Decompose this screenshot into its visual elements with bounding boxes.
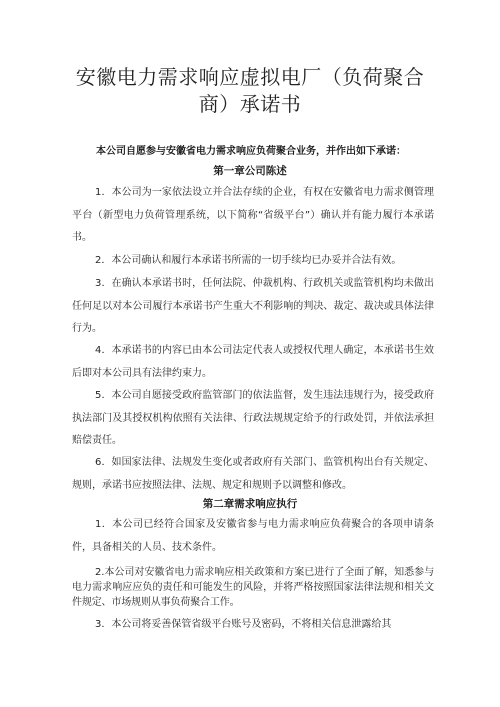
chapter-2-item-1: 1．本公司已经符合国家及安徽省参与电力需求响应负荷聚合的各项申请条件，具备相关的人员、技术条件。 [72, 519, 434, 553]
chapter-1-item-2: 2．本公司确认和履行本承诺书所需的一切手续均已办妥并合法有效。 [95, 255, 402, 266]
intro-statement: 本公司自愿参与安徽省电力需求响应负荷聚合业务，并作出如下承诺： [96, 146, 406, 157]
document-title [40, 64, 460, 118]
chapter-1-item-5: 5．本公司自愿接受政府监管部门的依法监督，发生违法违规行为，接受政府执法部门及其授权机构依照有关法律、行政法规规定给予的行政处罚，并依法承担赔偿责任。 [72, 390, 434, 446]
chapter-2-item-3: 3．本公司将妥善保管省级平台账号及密码，不将相关信息泄露给其 [95, 619, 392, 630]
chapter-1-item-3: 3．在确认本承诺书时，任何法院、仲裁机构、行政机关或监管机构均未做出任何足以对本公司履行本承诺书产生重大不利影响的判决、裁定、裁决或具体法律行为。 [72, 278, 434, 334]
chapter-1-heading: 第一章公司陈述 [213, 165, 287, 177]
chapter-1-item-4: 4．本承诺书的内容已由本公司法定代表人或授权代理人确定，本承诺书生效后即对本公司具有法律约束力。 [72, 345, 434, 379]
title-line-2: 商）承诺书 [198, 92, 302, 116]
chapter-2-item-2: 2.本公司对安徽省电力需求响应相关政策和方案已进行了全面了解，知悉参与电力需求响应应负的责任和可能发生的风险，并将严格按照国家法律法规和相关文件规定、市场规则从事负荷聚合工作。 [72, 567, 434, 608]
chapter-1-item-6: 6．如国家法律、法规发生变化或者政府有关部门、监管机构出台有关规定、规则，承诺书应按照法律、法规、规定和规则予以调整和修改。 [72, 457, 434, 491]
title-line-1: 安徽电力需求响应虚拟电厂（负荷聚合 [75, 65, 425, 89]
chapter-1-item-1: 1．本公司为一家依法设立并合法存续的企业，有权在安徽省电力需求侧管理平台（新型电力负荷管理系统，以下简称“省级平台”）确认并有能力履行本承诺书。 [72, 187, 434, 243]
chapter-2-heading: 第二章需求响应执行 [202, 498, 298, 510]
